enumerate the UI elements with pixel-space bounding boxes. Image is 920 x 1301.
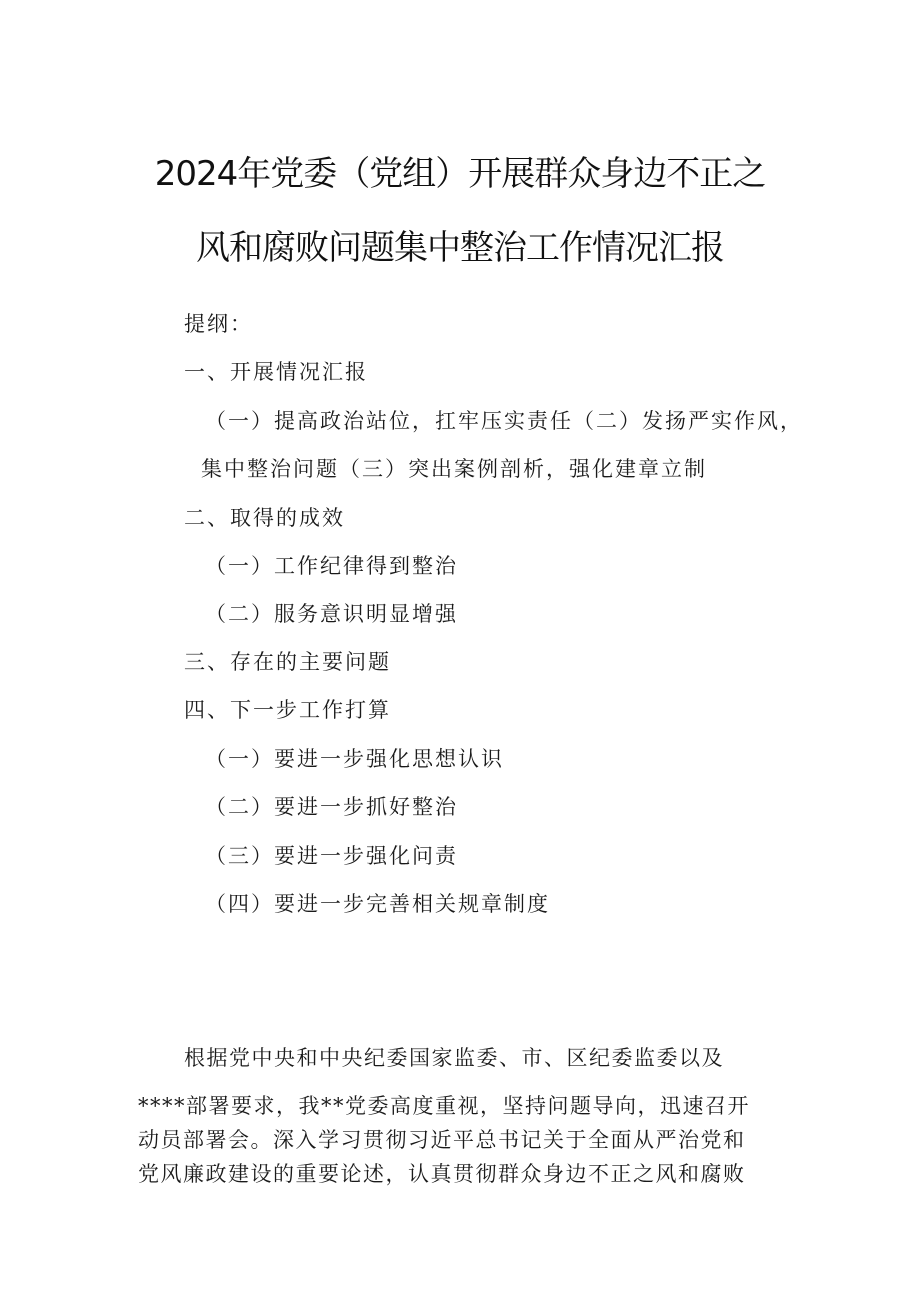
- body-paragraph-line-2: ****部署要求，我**党委高度重视，坚持问题导向，迅速召开: [138, 1094, 750, 1118]
- outline-section-4-sub-4: （四）要进一步完善相关规章制度: [205, 892, 550, 916]
- outline-section-4: 四、下一步工作打算: [184, 698, 391, 722]
- body-paragraph-line-1: 根据党中央和中央纪委国家监委、市、区纪委监委以及: [184, 1046, 724, 1070]
- outline-section-2-sub-2: （二）服务意识明显增强: [205, 602, 458, 626]
- document-title-line-1: 2024年党委（党组）开展群众身边不正之: [154, 154, 766, 194]
- outline-section-1-sub-line-2: 集中整治问题（三）突出案例剖析，强化建章立制: [201, 457, 707, 481]
- outline-section-2-sub-1: （一）工作纪律得到整治: [205, 554, 458, 578]
- body-paragraph-line-3: 动员部署会。深入学习贯彻习近平总书记关于全面从严治党和: [138, 1128, 746, 1152]
- outline-section-1: 一、开展情况汇报: [184, 360, 368, 384]
- outline-label: 提纲：: [184, 312, 253, 336]
- outline-section-1-sub-line-1: （一）提高政治站位，扛牢压实责任（二）发扬严实作风，: [205, 409, 803, 433]
- outline-section-4-sub-1: （一）要进一步强化思想认识: [205, 747, 504, 771]
- document-title-line-2: 风和腐败问题集中整治工作情况汇报: [196, 228, 724, 268]
- outline-section-4-sub-2: （二）要进一步抓好整治: [205, 795, 458, 819]
- outline-section-4-sub-3: （三）要进一步强化问责: [205, 844, 458, 868]
- outline-section-3: 三、存在的主要问题: [184, 650, 391, 674]
- outline-section-2: 二、取得的成效: [184, 506, 345, 530]
- body-paragraph-line-4: 党风廉政建设的重要论述，认真贯彻群众身边不正之风和腐败: [138, 1162, 746, 1186]
